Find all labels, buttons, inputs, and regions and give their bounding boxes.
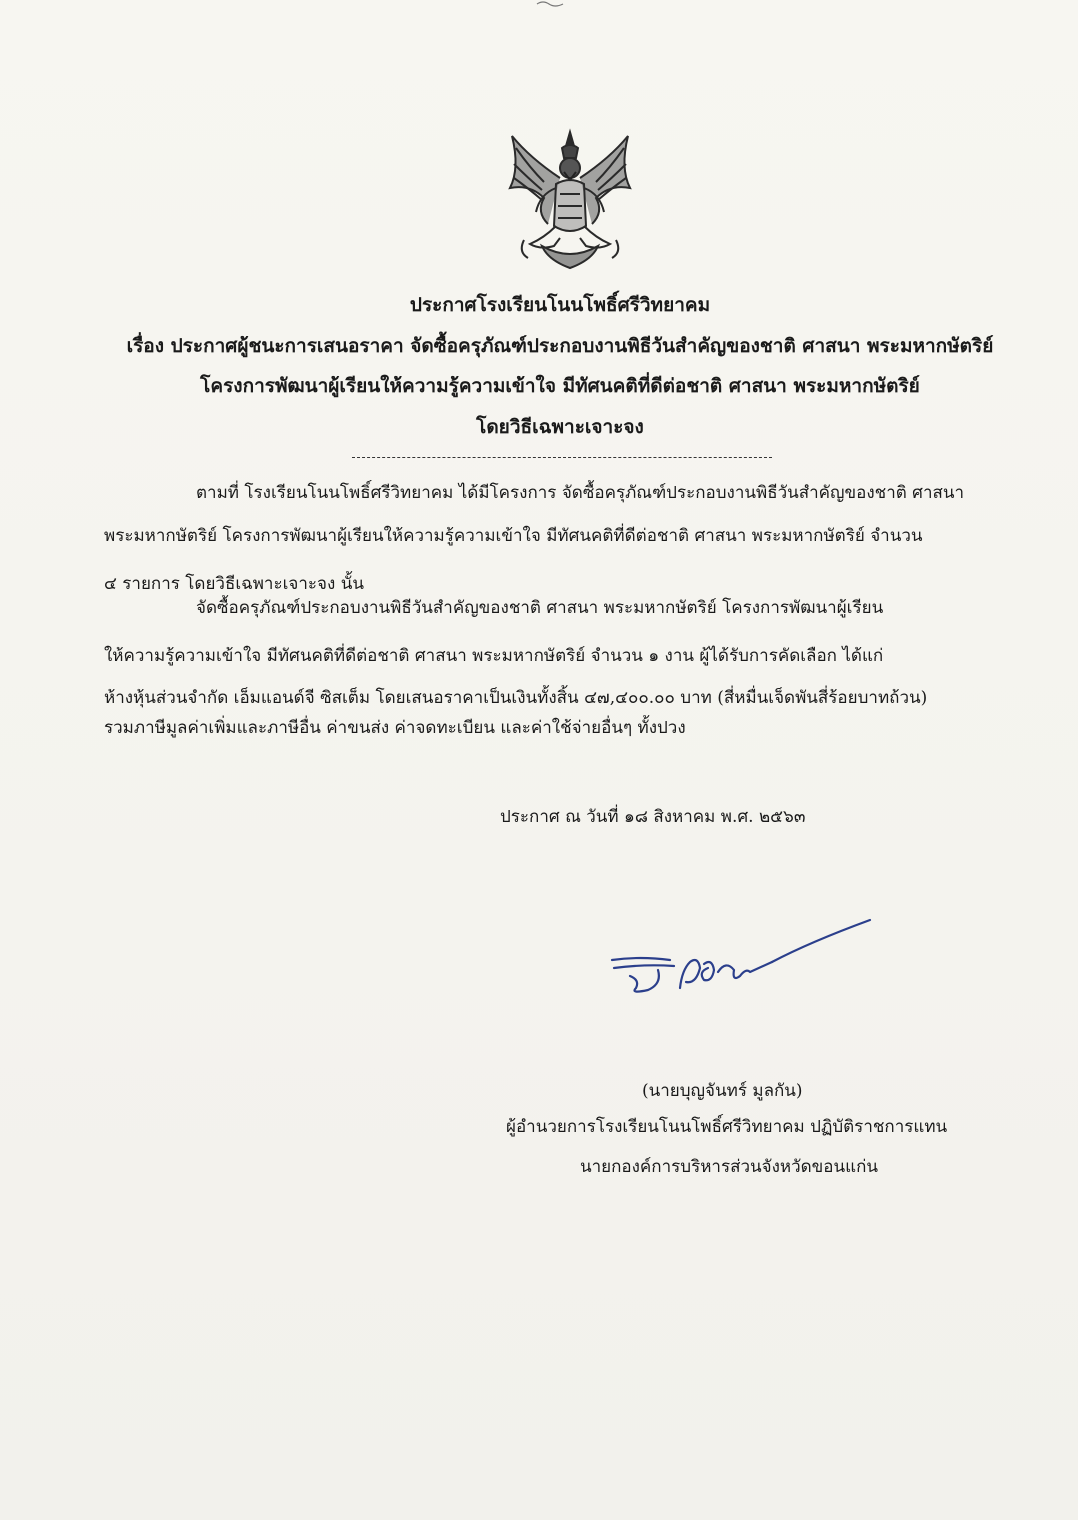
signatory-name: (นายบุญจันทร์ มูลกัน) [642,1081,803,1101]
body-line-5: ให้ความรู้ความเข้าใจ มีทัศนคติที่ดีต่อชาติ ศาสนา พระมหากษัตริย์ จำนวน ๑ งาน ผู้ได้รับการคัดเลือก ได้แก่ [104,646,884,666]
garuda-emblem-icon [500,128,640,270]
subject-line-3: โดยวิธีเฉพาะเจาะจง [476,416,644,438]
subject-line-2: โครงการพัฒนาผู้เรียนให้ความรู้ความเข้าใจ มีทัศนคติที่ดีต่อชาติ ศาสนา พระมหากษัตริย์ [200,375,920,397]
document-title: ประกาศโรงเรียนโนนโพธิ์ศรีวิทยาคม [409,294,711,316]
signatory-position-1: ผู้อำนวยการโรงเรียนโนนโพธิ์ศรีวิทยาคม ปฏิบัติราชการแทน [506,1117,948,1137]
header-divider [352,457,772,458]
signature-scribble [600,910,880,1000]
signatory-position-2: นายกองค์การบริหารส่วนจังหวัดขอนแก่น [580,1157,878,1177]
subject-line-1: เรื่อง ประกาศผู้ชนะการเสนอราคา จัดซื้อครุภัณฑ์ประกอบงานพิธีวันสำคัญของชาติ ศาสนา พระมหากษัตริย์ [126,335,994,357]
page-number-mark [535,0,565,8]
body-line-3: ๔ รายการ โดยวิธีเฉพาะเจาะจง นั้น [104,574,364,594]
body-line-4: จัดซื้อครุภัณฑ์ประกอบงานพิธีวันสำคัญของชาติ ศาสนา พระมหากษัตริย์ โครงการพัฒนาผู้เรียน [196,598,884,618]
body-line-6: ห้างหุ้นส่วนจำกัด เอ็มแอนด์จี ซิสเต็ม โดยเสนอราคาเป็นเงินทั้งสิ้น ๔๗,๔๐๐.๐๐ บาท (สี่หมื่นเจ็ดพันสี่ร้อยบาทถ้วน) [104,688,928,708]
body-line-7: รวมภาษีมูลค่าเพิ่มและภาษีอื่น ค่าขนส่ง ค่าจดทะเบียน และค่าใช้จ่ายอื่นๆ ทั้งปวง [104,718,686,738]
announcement-date: ประกาศ ณ วันที่ ๑๘ สิงหาคม พ.ศ. ๒๕๖๓ [500,807,806,827]
body-line-2: พระมหากษัตริย์ โครงการพัฒนาผู้เรียนให้ความรู้ความเข้าใจ มีทัศนคติที่ดีต่อชาติ ศาสนา พระมหากษัตริย์ จำนวน [104,526,923,546]
body-line-1: ตามที่ โรงเรียนโนนโพธิ์ศรีวิทยาคม ได้มีโครงการ จัดซื้อครุภัณฑ์ประกอบงานพิธีวันสำคัญของชาติ ศาสนา [196,483,965,503]
